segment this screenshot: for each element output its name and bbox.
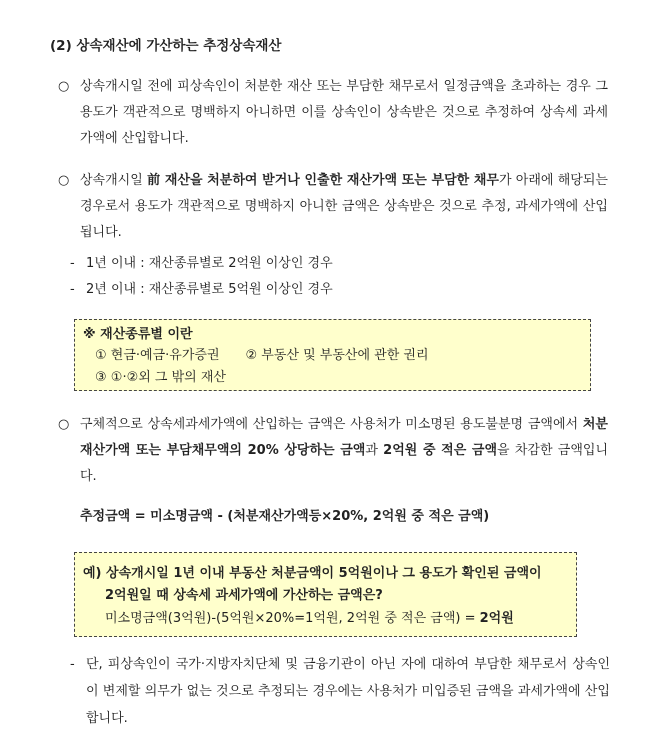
example-calc: 미소명금액(3억원)-(5억원×20%=1억원, 2억원 중 적은 금액) = <box>105 611 480 626</box>
text-post: 을 차감한 금액입니다. <box>80 443 609 484</box>
bullet-icon: ○ <box>58 173 70 188</box>
text-bold-1: 처분재산가액 또는 부담채무액의 20% 상당하는 금액 <box>80 417 608 458</box>
asset-type-note-box <box>74 319 591 391</box>
example-box <box>74 552 577 637</box>
example-line-2: 2억원일 때 상속세 과세가액에 가산하는 금액은? <box>105 588 383 603</box>
asset-type-1: ① 현금·예금·유가증권 <box>95 348 220 363</box>
text-mid: 과 <box>365 443 384 458</box>
paragraph-calculation <box>58 412 608 490</box>
asset-type-2: ② 부동산 및 부동산에 관한 권리 <box>245 348 429 363</box>
dash-marker: - <box>70 282 75 297</box>
dash-marker: - <box>70 256 75 271</box>
dash-marker: - <box>70 657 75 672</box>
text-bold-2: 2억원 중 적은 금액 <box>383 443 498 458</box>
condition-text: 2년 이내 : 재산종류별로 5억원 이상인 경우 <box>86 282 333 297</box>
section-title: (2) 상속재산에 가산하는 추정상속재산 <box>50 38 282 54</box>
bullet-icon: ○ <box>58 417 70 432</box>
paragraph-presumed-assets <box>58 74 608 152</box>
formula-line: 추정금액 = 미소명금액 - (처분재산가액등×20%, 2억원 중 적은 금액) <box>80 509 490 524</box>
note-row-2 <box>95 367 226 389</box>
paragraph-text <box>80 168 608 246</box>
text-post: 가 아래에 해당되는 경우로서 용도가 객관적으로 명백하지 아니한 금액은 상속받은 것으로 추정, 과세가액에 산입됩니다. <box>80 173 608 240</box>
condition-1-year <box>70 253 333 275</box>
note-text: 단, 피상속인이 국가·지방자치단체 및 금융기관이 아닌 자에 대하여 부담한 채무로서 상속인이 변제할 의무가 없는 것으로 추정되는 경우에는 사용처가 미입증된 금액을 과세가액에 산입합니다. <box>86 657 610 726</box>
condition-2-year <box>70 279 333 301</box>
paragraph-text <box>80 412 608 490</box>
condition-text: 1년 이내 : 재산종류별로 2억원 이상인 경우 <box>86 256 333 271</box>
text-pre: 구체적으로 상속세과세가액에 산입하는 금액은 사용처가 미소명된 용도불분명 금액에서 <box>80 417 583 432</box>
text-bold: 前 재산을 처분하여 받거나 인출한 재산가액 또는 부담한 채무 <box>147 173 499 188</box>
example-line-3 <box>105 608 514 630</box>
asset-type-3: ③ ①·②외 그 밖의 재산 <box>95 370 226 385</box>
note-row-1 <box>95 345 429 367</box>
paragraph-text: 상속개시일 전에 피상속인이 처분한 재산 또는 부담한 채무로서 일정금액을 초과하는 경우 그 용도가 객관적으로 명백하지 아니하면 이를 상속인이 상속받은 것으로 추정하여 상속세 과세가액에 산입합니다. <box>80 79 608 146</box>
bullet-icon: ○ <box>58 79 70 94</box>
exception-note <box>70 651 610 732</box>
paragraph-disposal-conditions <box>58 168 608 246</box>
note-header: ※ 재산종류별 이란 <box>83 327 193 342</box>
text-pre: 상속개시일 <box>80 173 148 188</box>
example-result: 2억원 <box>479 611 514 626</box>
example-line-1: 예) 상속개시일 1년 이내 부동산 처분금액이 5억원이나 그 용도가 확인된 금액이 <box>83 566 542 581</box>
